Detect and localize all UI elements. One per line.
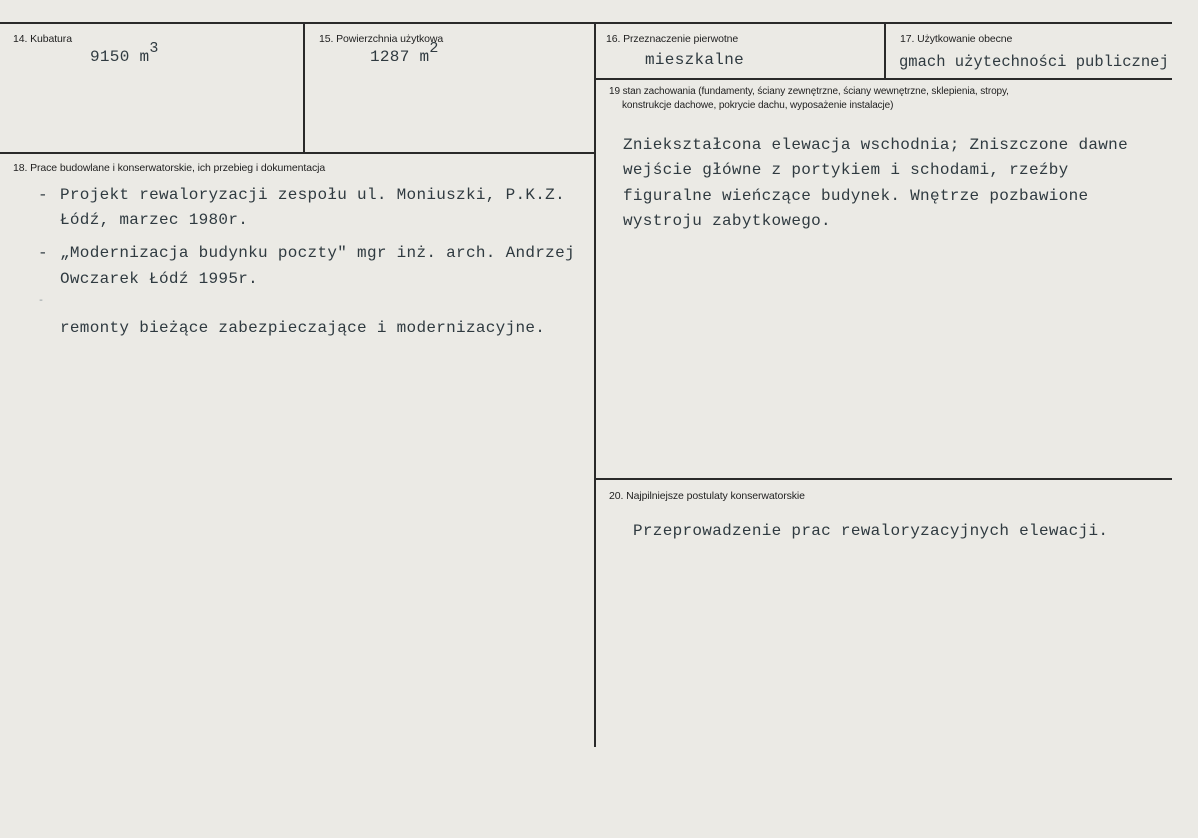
center-divider: [594, 22, 596, 747]
stan-label-cont: konstrukcje dachowe, pokrycie dachu, wyposażenie instalacje): [622, 100, 894, 111]
kubatura-value: 9150 m3: [90, 40, 159, 66]
postulaty-value: Przeprowadzenie prac rewaloryzacyjnych elewacji.: [633, 522, 1109, 540]
prace-entry-line: Łódź, marzec 1980r.: [60, 211, 249, 229]
uzytkowanie-value: gmach użytechności publicznej: [899, 53, 1169, 71]
prace-entry-line: remonty bieżące zabezpieczające i modernizacyjne.: [60, 319, 546, 337]
stan-line: wejście główne z portykiem i schodami, rzeźby: [623, 161, 1069, 179]
postulaty-label: 20. Najpilniejsze postulaty konserwatorskie: [609, 490, 805, 502]
prace-entry: - Projekt rewaloryzacji zespołu ul. Moniuszki, P.K.Z.: [38, 186, 565, 204]
przeznaczenie-label: 16. Przeznaczenie pierwotne: [606, 33, 739, 45]
divider-19-20: [595, 478, 1172, 480]
uzytkowanie-label: 17. Użytkowanie obecne: [900, 33, 1013, 45]
kubatura-label: 14. Kubatura: [13, 33, 72, 45]
stan-line: wystroju zabytkowego.: [623, 212, 831, 230]
powierzchnia-label: 15. Powierzchnia użytkowa: [319, 33, 444, 45]
divider-16-19: [595, 78, 1172, 80]
przeznaczenie-value: mieszkalne: [645, 51, 745, 69]
stan-line: figuralne wieńczące budynek. Wnętrze pozbawione: [623, 187, 1089, 205]
divider-14-18: [0, 152, 595, 154]
stan-label: 19 stan zachowania (fundamenty, ściany zewnętrzne, ściany wewnętrzne, sklepienia, stropy,: [609, 86, 1009, 97]
powierzchnia-value: 1287 m2: [370, 40, 439, 66]
divider-14-15: [303, 22, 305, 153]
prace-entry-line: Owczarek Łódź 1995r.: [60, 270, 259, 288]
prace-label: 18. Prace budowlane i konserwatorskie, ich przebieg i dokumentacja: [13, 162, 326, 174]
prace-entry: - „Modernizacja budynku poczty" mgr inż. arch. Andrzej: [38, 244, 575, 262]
top-border-line: [0, 22, 1172, 24]
prace-entry-dash: -: [38, 296, 45, 307]
divider-16-17: [884, 22, 886, 79]
stan-line: Zniekształcona elewacja wschodnia; Zniszczone dawne: [623, 136, 1128, 154]
